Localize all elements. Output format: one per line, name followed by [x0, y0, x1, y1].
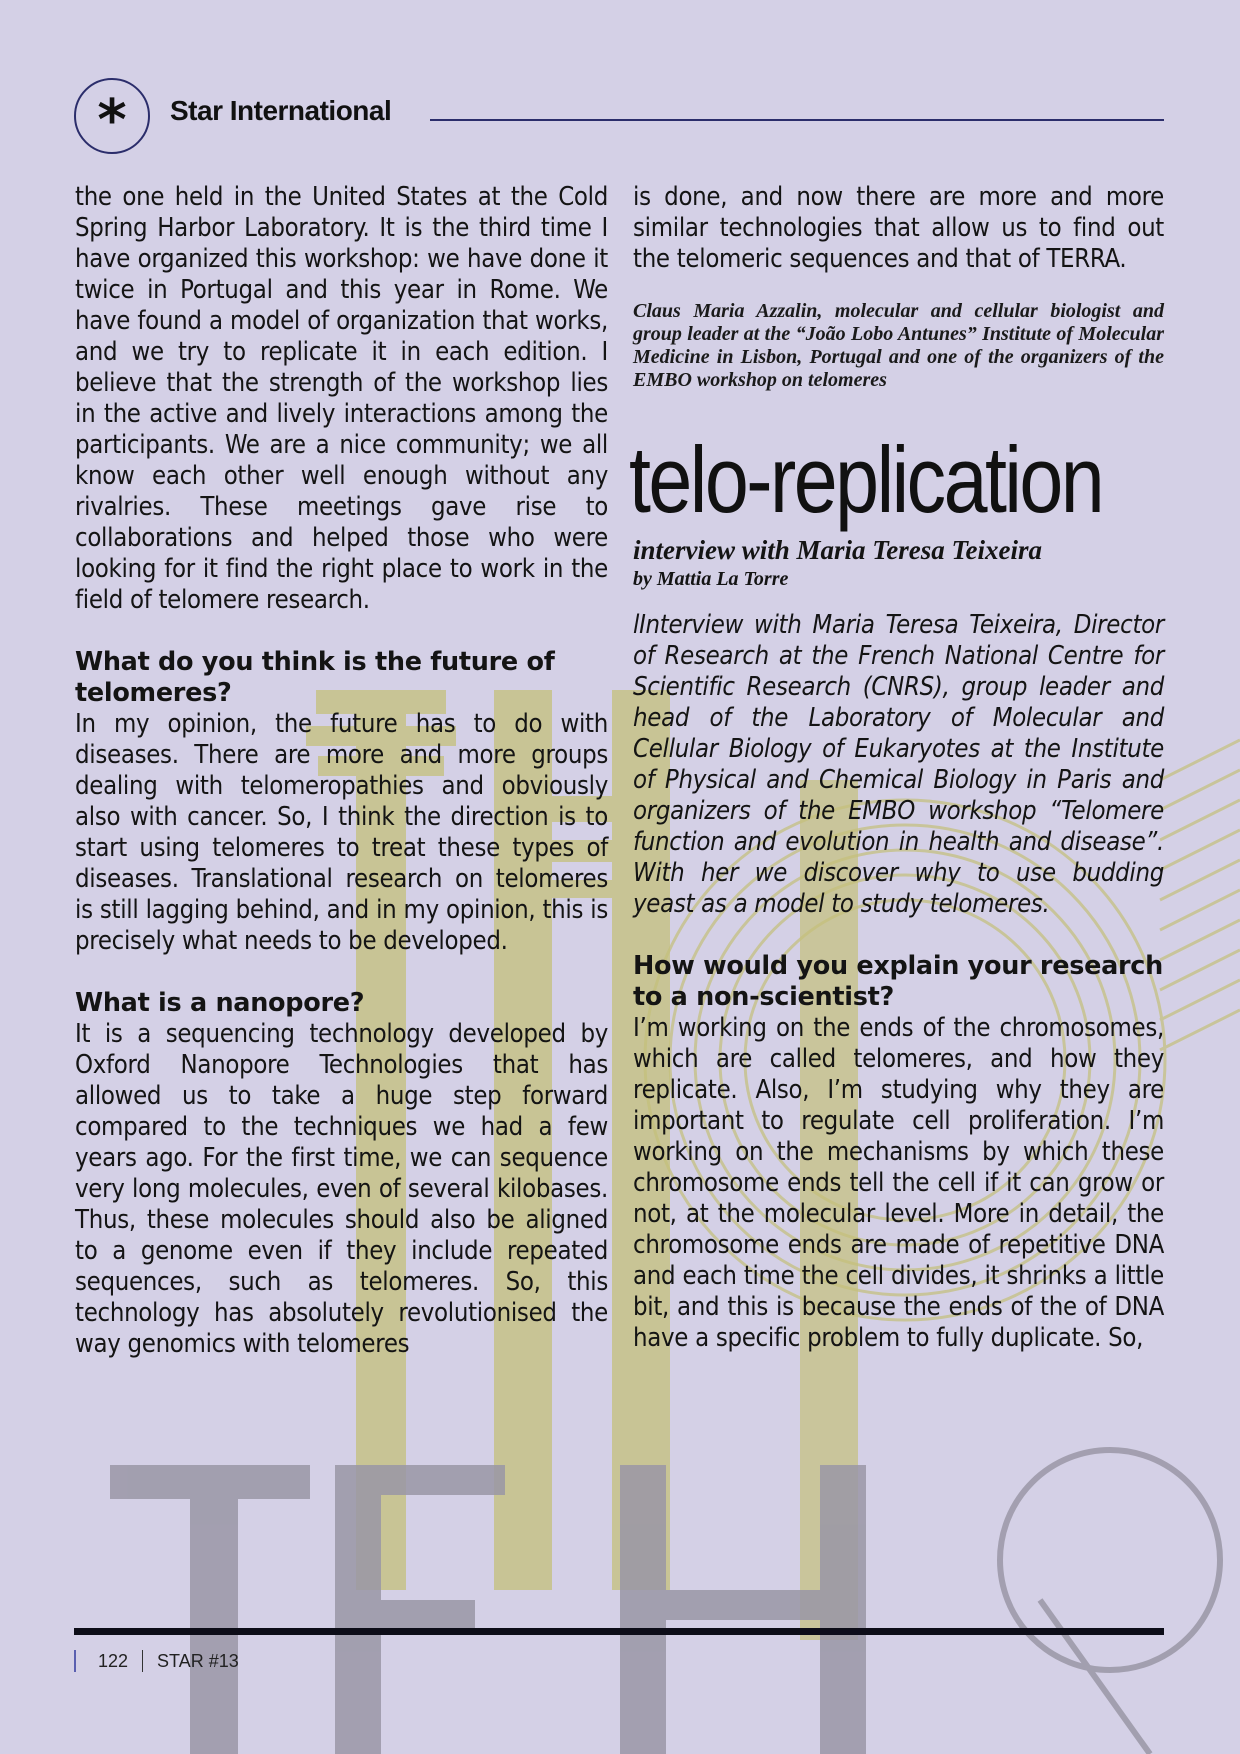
- interview-answer: I’m working on the ends of the chromosomes, which are called telomeres, and how they replicate. Also, I’m studying why they are important to regulate cell proliferation. I’m working on the mechanisms by which these chromosome ends tell the cell if it can grow or not, at the molecular level. More in detail, the chromosome ends are made of repetitive DNA and each time the cell divides, it shrinks a little bit, and this is because the ends of the of DNA have a specific problem to fully duplicate. So,: [633, 1013, 1164, 1353]
- page-header: [74, 78, 1164, 158]
- paragraph: is done, and now there are more and more similar technologies that allow us to find out the telomeric sequences and that of TERRA.: [633, 182, 1164, 274]
- interview-answer: In my opinion, the future has to do with diseases. There are more and more groups dealing with telomeropathies and obviously also with cancer. So, I think the direction is to start using telomeres to treat these types of diseases. Translational research on telomeres is still lagging behind, and in my opinion, this is precisely what needs to be developed.: [75, 709, 608, 956]
- issue-label: STAR #13: [157, 1650, 239, 1671]
- article-title: telo-replication: [629, 427, 1103, 532]
- section-brand: Star International: [170, 95, 392, 126]
- right-column: [629, 182, 1164, 1354]
- paragraph: the one held in the United States at the Cold Spring Harbor Laboratory. It is the third time I have organized this workshop: we have done it twice in Portugal and this year in Rome. We have found a model of organization that works, and we try to replicate it in each edition. I believe that the strength of the workshop lies in the active and lively interactions among the participants. We are a nice community; we all know each other well enough without any rivalries. These meetings gave rise to collaborations and helped those who were looking for it find the right place to work in the field of telomere research.: [75, 182, 608, 615]
- footer-rule: [74, 1628, 1164, 1635]
- star-logo-icon: *: [74, 78, 150, 154]
- interview-question: What is a nanopore?: [75, 988, 365, 1018]
- interview-answer: It is a sequencing technology developed by Oxford Nanopore Technologies that has allowed us to take a huge step forward compared to the techniques we had a few years ago. For the first time, we can sequence very long molecules, even of several kilobases. Thus, these molecules should also be aligned to a genome even if they include repeated sequences, such as telomeres. So, this technology has absolutely revolutionised the way genomics with telomeres: [75, 1019, 608, 1359]
- article-byline: by Mattia La Torre: [633, 568, 789, 590]
- page-footer: [74, 1650, 239, 1672]
- interview-question: How would you explain your research to a non-scientist?: [633, 951, 1163, 1012]
- footer-separator: [142, 1650, 143, 1672]
- article-intro: lInterview with Maria Teresa Teixeira, Director of Research at the French National Centre for Scientific Research (CNRS), group leader and head of the Laboratory of Molecular and Cellular Biology of Eukaryotes at the Institute of Physical and Chemical Biology in Paris and organizers of the EMBO workshop “Telomere function and evolution in health and disease”. With her we discover why to use budding yeast as a model to study telomeres.: [633, 610, 1164, 919]
- interview-question: What do you think is the future of telomeres?: [75, 647, 555, 708]
- footer-accent-bar: [74, 1650, 76, 1672]
- author-credit: Claus Maria Azzalin, molecular and cellular biologist and group leader at the “João Lobo Antunes” Institute of Molecular Medicine in Lisbon, Portugal and one of the organizers of the EMBO workshop on telomeres: [633, 300, 1164, 391]
- header-rule: [430, 119, 1164, 121]
- left-column: [75, 182, 608, 1360]
- article-subtitle: interview with Maria Teresa Teixeira: [633, 535, 1043, 565]
- page-number: 122: [98, 1650, 129, 1671]
